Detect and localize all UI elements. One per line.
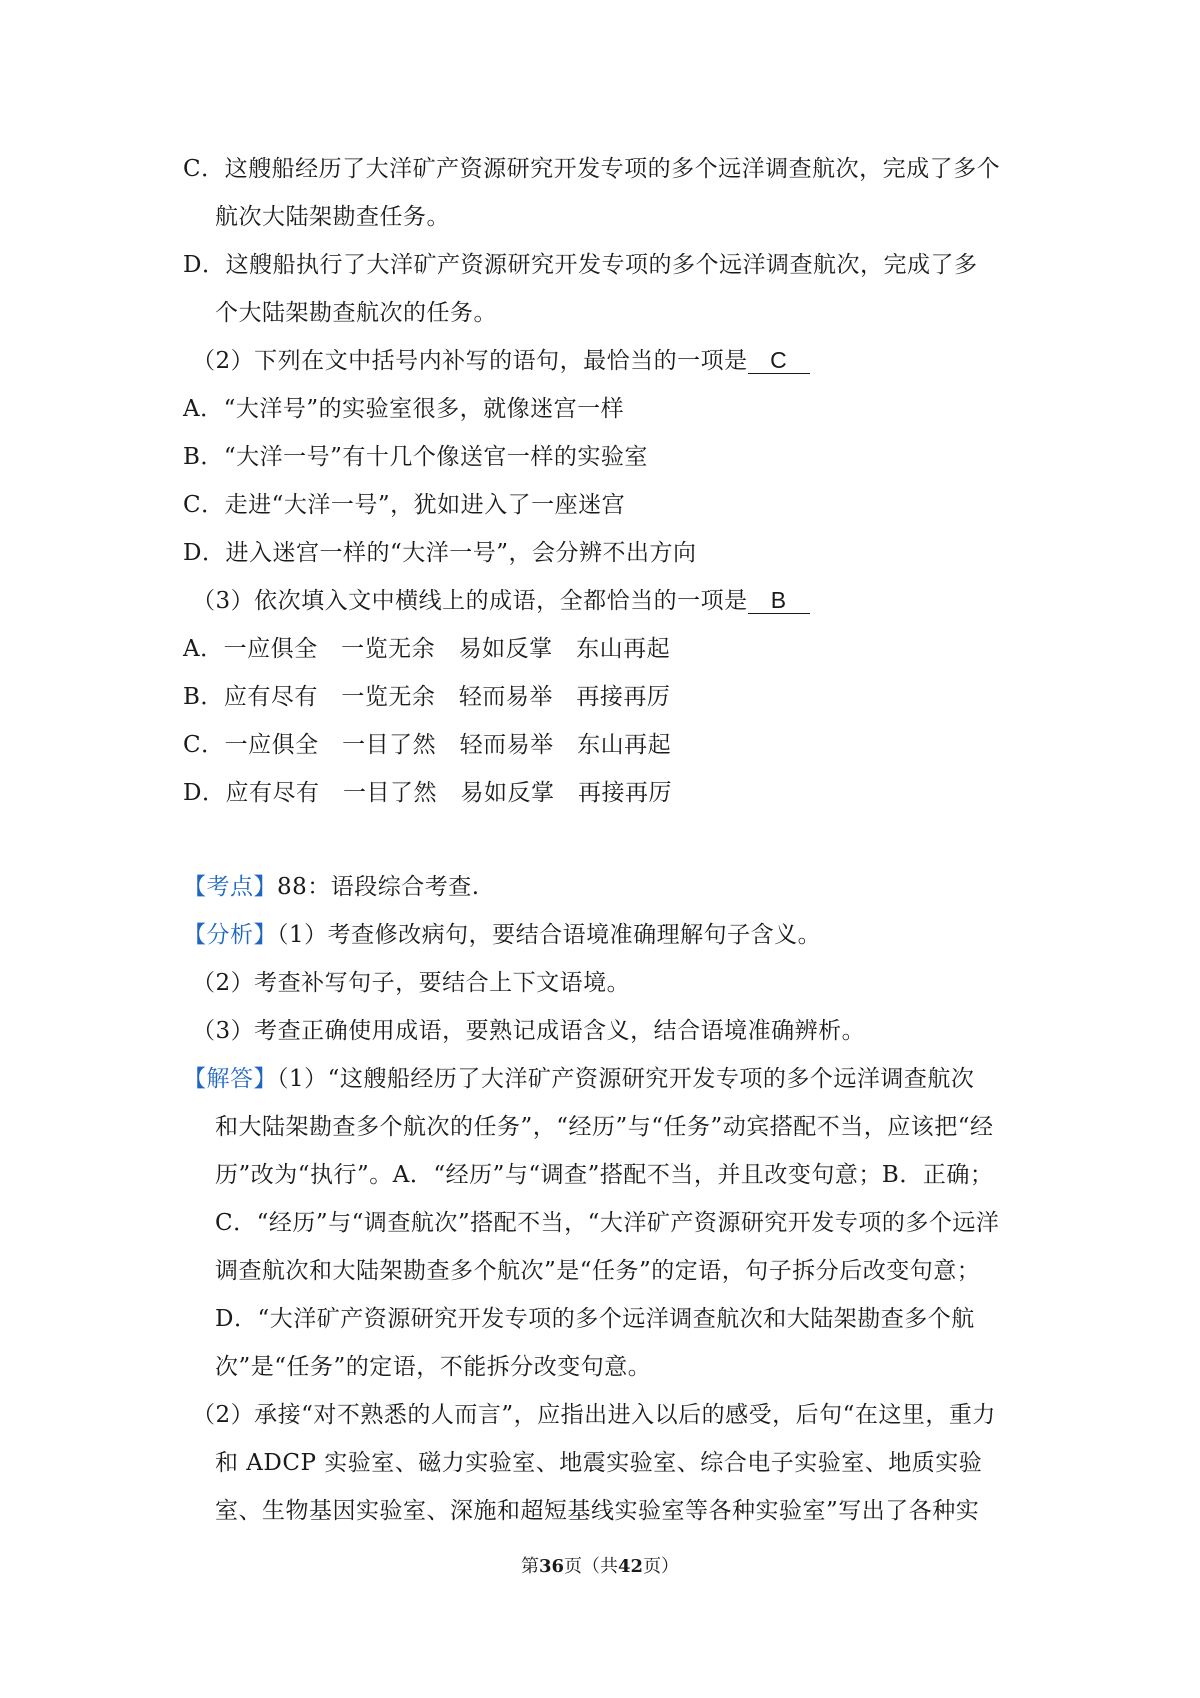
option-q3-c: C．一应俱全 一目了然 轻而易举 东山再起 [183,732,672,758]
option-q2-d: D．进入迷宫一样的“大洋一号”，会分辨不出方向 [183,540,697,566]
kaodian-tag: 【考点】 [183,874,277,900]
option-q3-a: A．一应俱全 一览无余 易如反掌 东山再起 [183,636,671,662]
jieda-line1: （1）“这艘船经历了大洋矿产资源研究开发专项的多个远洋调查航次 [277,1066,975,1092]
option-q1-d-line2: 个大陆架勘查航次的任务。 [215,300,497,326]
jieda-line8: （2）承接“对不熟悉的人而言”，应指出进入以后的感受，后句“在这里，重力 [192,1402,996,1428]
jieda-tag: 【解答】 [183,1066,277,1092]
jieda-section [183,1064,974,1094]
jieda-line3: 历”改为“执行”。A．“经历”与“调查”搭配不当，并且改变句意；B．正确； [215,1162,994,1188]
option-q3-b: B．应有尽有 一览无余 轻而易举 再接再厉 [183,684,671,710]
option-q1-d-line1: D．这艘船执行了大洋矿产资源研究开发专项的多个远洋调查航次，完成了多 [183,252,978,278]
footer-middle: 页（共 [564,1556,618,1577]
kaodian-section [183,872,480,902]
fenxi-line3: （3）考查正确使用成语，要熟记成语含义，结合语境准确辨析。 [192,1018,866,1044]
option-q2-c: C．走进“大洋一号”，犹如进入了一座迷宫 [183,492,626,518]
question-2-stem [192,346,810,376]
jieda-line5: 调查航次和大陆架勘查多个航次”是“任务”的定语，句子拆分后改变句意； [215,1258,981,1284]
kaodian-text: 88：语段综合考查. [277,874,480,900]
jieda-line6: D．“大洋矿产资源研究开发专项的多个远洋调查航次和大陆架勘查多个航 [215,1306,975,1332]
question-3-stem-text: （3）依次填入文中横线上的成语，全都恰当的一项是 [192,588,748,614]
jieda-line4: C．“经历”与“调查航次”搭配不当，“大洋矿产资源研究开发专项的多个远洋 [215,1210,1000,1236]
fenxi-tag: 【分析】 [183,922,277,948]
option-q2-a: A．“大洋号”的实验室很多，就像迷宫一样 [183,396,625,422]
jieda-line2: 和大陆架勘查多个航次的任务”，“经历”与“任务”动宾搭配不当，应该把“经 [215,1114,994,1140]
footer-prefix: 第 [520,1556,539,1577]
page-footer [0,1552,1200,1578]
jieda-line7: 次”是“任务”的定语，不能拆分改变句意。 [215,1354,652,1380]
jieda-line9: 和 ADCP 实验室、磁力实验室、地震实验室、综合电子实验室、地质实验 [215,1450,983,1476]
question-3-stem [192,586,810,616]
jieda-line10: 室、生物基因实验室、深施和超短基线实验室等各种实验室”写出了各种实 [215,1498,980,1524]
question-3-answer-blank: B [748,587,810,614]
fenxi-line1: （1）考查修改病句，要结合语境准确理解句子含义。 [277,922,822,948]
fenxi-line2: （2）考查补写句子，要结合上下文语境。 [192,970,631,996]
fenxi-section [183,920,821,950]
question-2-answer-blank: C [748,347,810,374]
footer-suffix: 页） [643,1556,680,1577]
option-q3-d: D．应有尽有 一目了然 易如反掌 再接再厉 [183,780,672,806]
option-q1-c-line1: C．这艘船经历了大洋矿产资源研究开发专项的多个远洋调查航次，完成了多个 [183,156,1001,182]
footer-page-number: 36 [538,1556,564,1577]
footer-total-pages: 42 [618,1556,644,1577]
question-2-stem-text: （2）下列在文中括号内补写的语句，最恰当的一项是 [192,348,748,374]
option-q1-c-line2: 航次大陆架勘查任务。 [215,204,450,230]
option-q2-b: B．“大洋一号”有十几个像送官一样的实验室 [183,444,648,470]
